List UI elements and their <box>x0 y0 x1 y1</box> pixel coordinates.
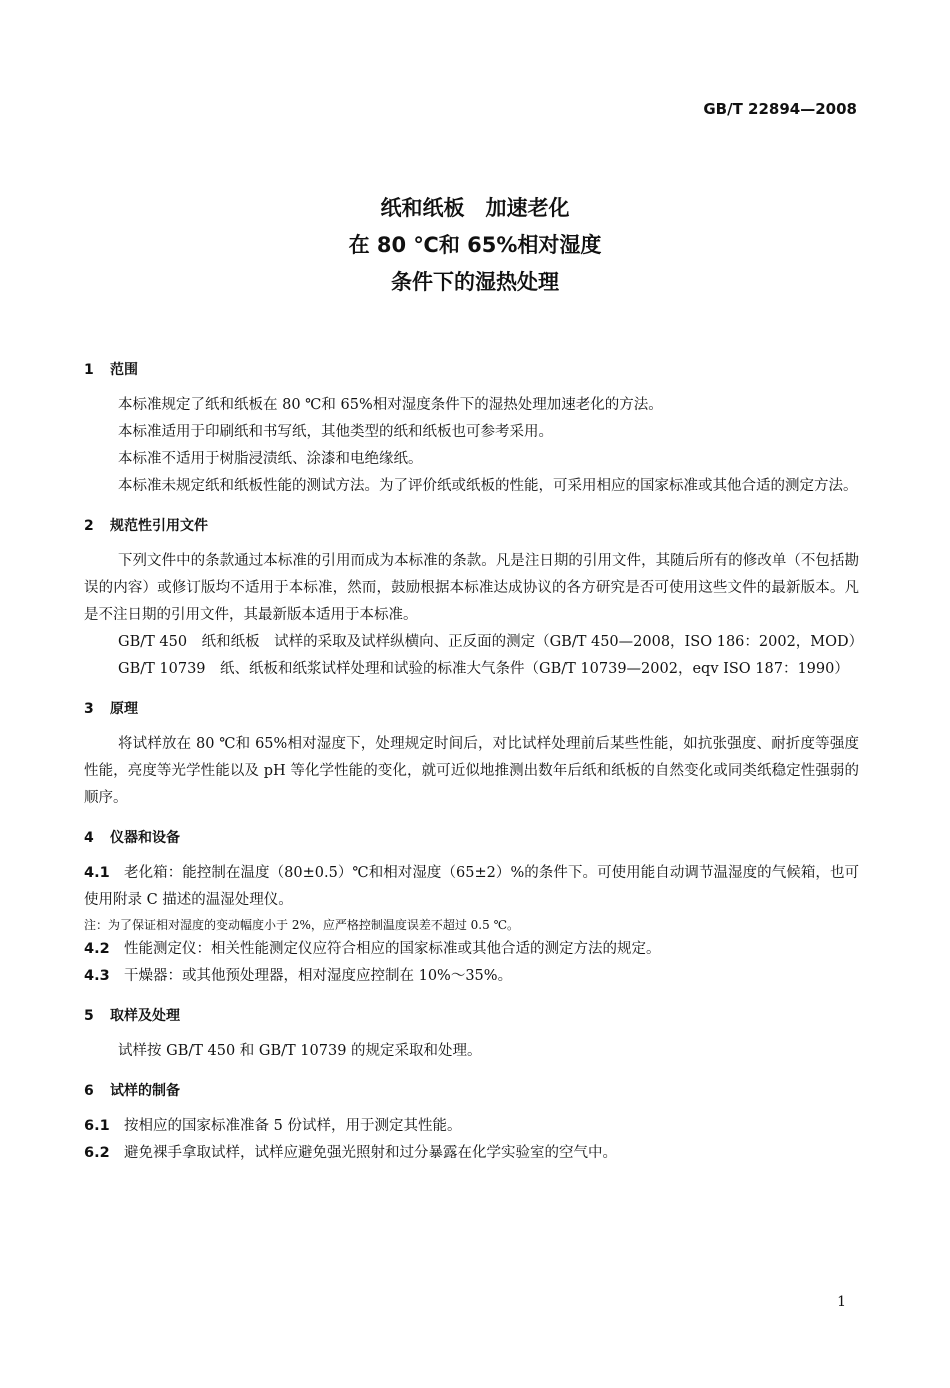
note: 注：为了保证相对湿度的变动幅度小于 2%，应严格控制温度误差不超过 0.5 ℃。 <box>84 918 519 932</box>
section-title: 规范性引用文件 <box>110 518 208 534</box>
document-title <box>0 190 950 301</box>
clause-number: 4.3 <box>84 968 110 984</box>
clause-number: 6.1 <box>84 1118 110 1134</box>
clause-4-1 <box>84 860 859 914</box>
clause-text: 避免裸手拿取试样，试样应避免强光照射和过分暴露在化学实验室的空气中。 <box>124 1145 617 1161</box>
clause-text: 老化箱：能控制在温度（80±0.5）℃和相对湿度（65±2）%的条件下。可使用能自动调节温湿度的气候箱，也可使用附录 C 描述的温湿处理仪。 <box>84 865 859 908</box>
section-number: 4 <box>84 830 94 846</box>
section-number: 5 <box>84 1008 94 1024</box>
section-heading-normative-references <box>84 512 859 540</box>
title-line-3: 条件下的湿热处理 <box>391 270 559 294</box>
reference-entry: GB/T 10739 纸、纸板和纸浆试样处理和试验的标准大气条件（GB/T 10739—2002，eqv ISO 187：1990） <box>118 661 849 677</box>
clause-number: 4.1 <box>84 865 110 881</box>
section-heading-specimen-preparation <box>84 1077 859 1105</box>
section-heading-principle <box>84 695 859 723</box>
clause-6-1 <box>84 1113 859 1140</box>
document-body <box>84 356 864 1167</box>
section-title: 试样的制备 <box>110 1083 180 1099</box>
paragraph: 本标准未规定纸和纸板性能的测试方法。为了评价纸或纸板的性能，可采用相应的国家标准或其他合适的测定方法。 <box>118 478 858 494</box>
title-line-2: 在 80 ℃和 65%相对湿度 <box>348 233 602 257</box>
paragraph: 下列文件中的条款通过本标准的引用而成为本标准的条款。凡是注日期的引用文件，其随后所有的修改单（不包括勘误的内容）或修订版均不适用于本标准，然而，鼓励根据本标准达成协议的各方研究是否可使用这些文件的最新版本。凡是不注日期的引用文件，其最新版本适用于本标准。 <box>84 553 859 623</box>
clause-text: 性能测定仪：相关性能测定仪应符合相应的国家标准或其他合适的测定方法的规定。 <box>124 941 661 957</box>
section-title: 取样及处理 <box>110 1008 180 1024</box>
clause-6-2 <box>84 1140 859 1167</box>
paragraph: 本标准适用于印刷纸和书写纸，其他类型的纸和纸板也可参考采用。 <box>118 424 553 440</box>
clause-text: 按相应的国家标准准备 5 份试样，用于测定其性能。 <box>124 1118 462 1134</box>
section-title: 范围 <box>110 362 138 378</box>
clause-number: 6.2 <box>84 1145 110 1161</box>
section-heading-apparatus <box>84 824 859 852</box>
clause-4-2 <box>84 936 859 963</box>
section-heading-sampling <box>84 1002 859 1030</box>
paragraph: 本标准不适用于树脂浸渍纸、涂漆和电绝缘纸。 <box>118 451 423 467</box>
paragraph: 试样按 GB/T 450 和 GB/T 10739 的规定采取和处理。 <box>118 1043 482 1059</box>
section-number: 6 <box>84 1083 94 1099</box>
clause-4-3 <box>84 963 859 990</box>
standard-code: GB/T 22894—2008 <box>703 100 857 118</box>
section-title: 原理 <box>110 701 138 717</box>
clause-text: 干燥器：或其他预处理器，相对湿度应控制在 10%～35%。 <box>124 968 513 984</box>
reference-entry: GB/T 450 纸和纸板 试样的采取及试样纵横向、正反面的测定（GB/T 450—2008，ISO 186：2002，MOD） <box>118 634 864 650</box>
section-number: 3 <box>84 701 94 717</box>
clause-number: 4.2 <box>84 941 110 957</box>
section-heading-scope <box>84 356 859 384</box>
paragraph: 本标准规定了纸和纸板在 80 ℃和 65%相对湿度条件下的湿热处理加速老化的方法。 <box>118 397 663 413</box>
section-number: 2 <box>84 518 94 534</box>
paragraph: 将试样放在 80 ℃和 65%相对湿度下，处理规定时间后，对比试样处理前后某些性能，如抗张强度、耐折度等强度性能，亮度等光学性能以及 pH 等化学性能的变化，就可近似地推测出数年后纸和纸板的自然变化或同类纸稳定性强弱的顺序。 <box>84 736 859 806</box>
title-line-1: 纸和纸板 加速老化 <box>380 196 570 220</box>
section-number: 1 <box>84 362 94 378</box>
page-number: 1 <box>837 1294 846 1310</box>
section-title: 仪器和设备 <box>110 830 180 846</box>
